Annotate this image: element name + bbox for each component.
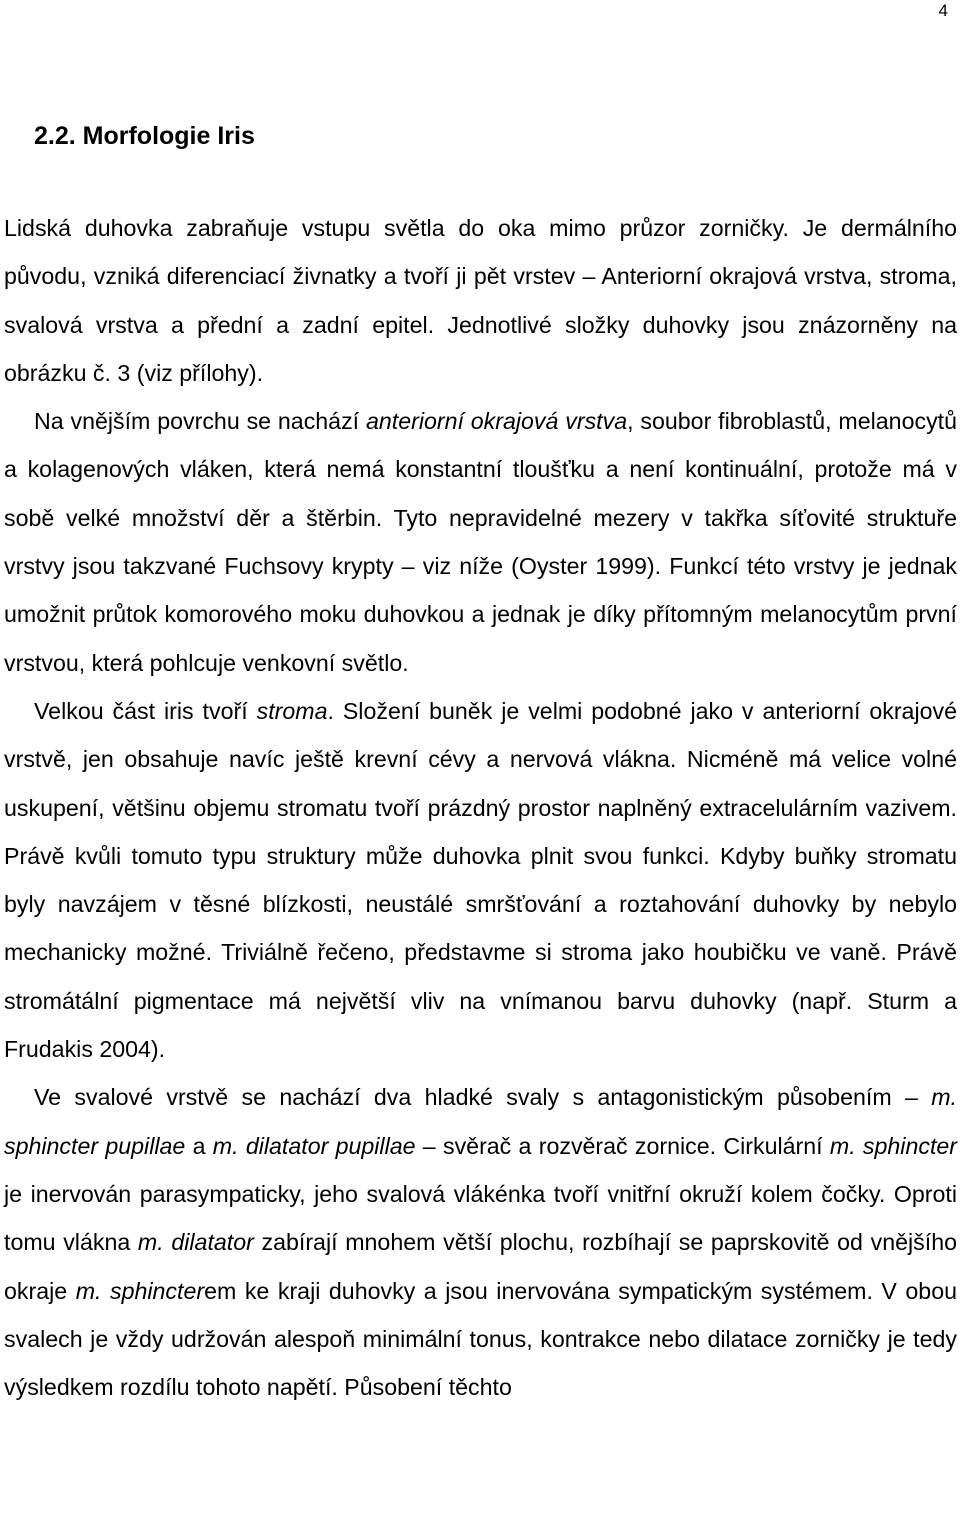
body-text — [4, 204, 957, 1411]
italic-term: stroma — [256, 697, 328, 724]
text-run: , soubor fibroblastů, melanocytů a kolagenových vláken, která nemá konstantní tloušťku a není kontinuální, protože má v sobě velké množství děr a štěrbin. Tyto nepravidelné mezery v takřka síťovité struktuře vrstvy jsou takzvané Fuchsovy krypty – viz níže (Oyster 1999). Funkcí této vrstvy je jednak umožnit průtok komorového moku duhovkou a jednak je díky přítomným melanocytům první vrstvou, která pohlcuje venkovní světlo. — [4, 408, 957, 676]
italic-term: m. sphincter — [829, 1132, 958, 1159]
text-run: a — [185, 1132, 213, 1159]
text-run: Lidská duhovka zabraňuje vstupu světla do oka mimo průzor zorničky. Je dermálního původu, vzniká diferenciací živnatky a tvoří ji pět vrstev – Anteriorní okrajová vrstva, stroma, svalová vrstva a přední a zadní epitel. Jednotlivé složky duhovky jsou znázorněny na obrázku č. 3 (viz přílohy). — [4, 215, 957, 386]
section-heading: 2.2. Morfologie Iris — [34, 122, 255, 150]
paragraph-1 — [4, 204, 957, 397]
italic-term: m. dilatator pupillae — [212, 1132, 416, 1159]
text-run: je inervován parasympaticky, jeho svalová vlákénka tvoří vnitřní okruží kolem čočky. Oproti tomu vlákna — [4, 1180, 957, 1256]
paragraph-2 — [4, 397, 957, 687]
text-run: Velkou část iris tvoří — [34, 697, 257, 724]
text-run: Na vnějším povrchu se nachází — [34, 408, 366, 435]
text-run: – svěrač a rozvěrač zornice. Cirkulární — [415, 1132, 830, 1159]
italic-term: m. sphincter pupillae — [4, 1084, 957, 1159]
page-number: 4 — [938, 1, 948, 20]
paragraph-4 — [4, 1073, 957, 1411]
italic-term: m. dilatator — [137, 1229, 254, 1256]
italic-term: m. sphincter — [75, 1277, 205, 1304]
text-run: em ke kraji duhovky a jsou inervována sympatickým systémem. V obou svalech je vždy udržován alespoň minimální tonus, kontrakce nebo dilatace zorničky je tedy výsledkem rozdílu tohoto napětí. Působení těchto — [4, 1277, 957, 1401]
text-run: . Složení buněk je velmi podobné jako v anteriorní okrajové vrstvě, jen obsahuje navíc ještě krevní cévy a nervová vlákna. Nicméně má velice volné uskupení, většinu objemu stromatu tvoří prázdný prostor naplněný extracelulárním vazivem. Právě kvůli tomuto typu struktury může duhovka plnit svou funkci. Kdyby buňky stromatu byly navzájem v těsné blízkosti, neustálé smršťování a roztahování duhovky by nebylo mechanicky možné. Triviálně řečeno, představme si stroma jako houbičku ve vaně. Právě stromátální pigmentace má největší vliv na vnímanou barvu duhovky (např. Sturm a Frudakis 2004). — [4, 697, 957, 1063]
text-run: Ve svalové vrstvě se nachází dva hladké svaly s antagonistickým působením – — [34, 1084, 932, 1111]
text-run: zabírají mnohem větší plochu, rozbíhají se paprskovitě od vnějšího okraje — [4, 1229, 957, 1304]
paragraph-3 — [4, 687, 957, 1073]
italic-term: anteriorní okrajová vrstva — [365, 408, 628, 435]
